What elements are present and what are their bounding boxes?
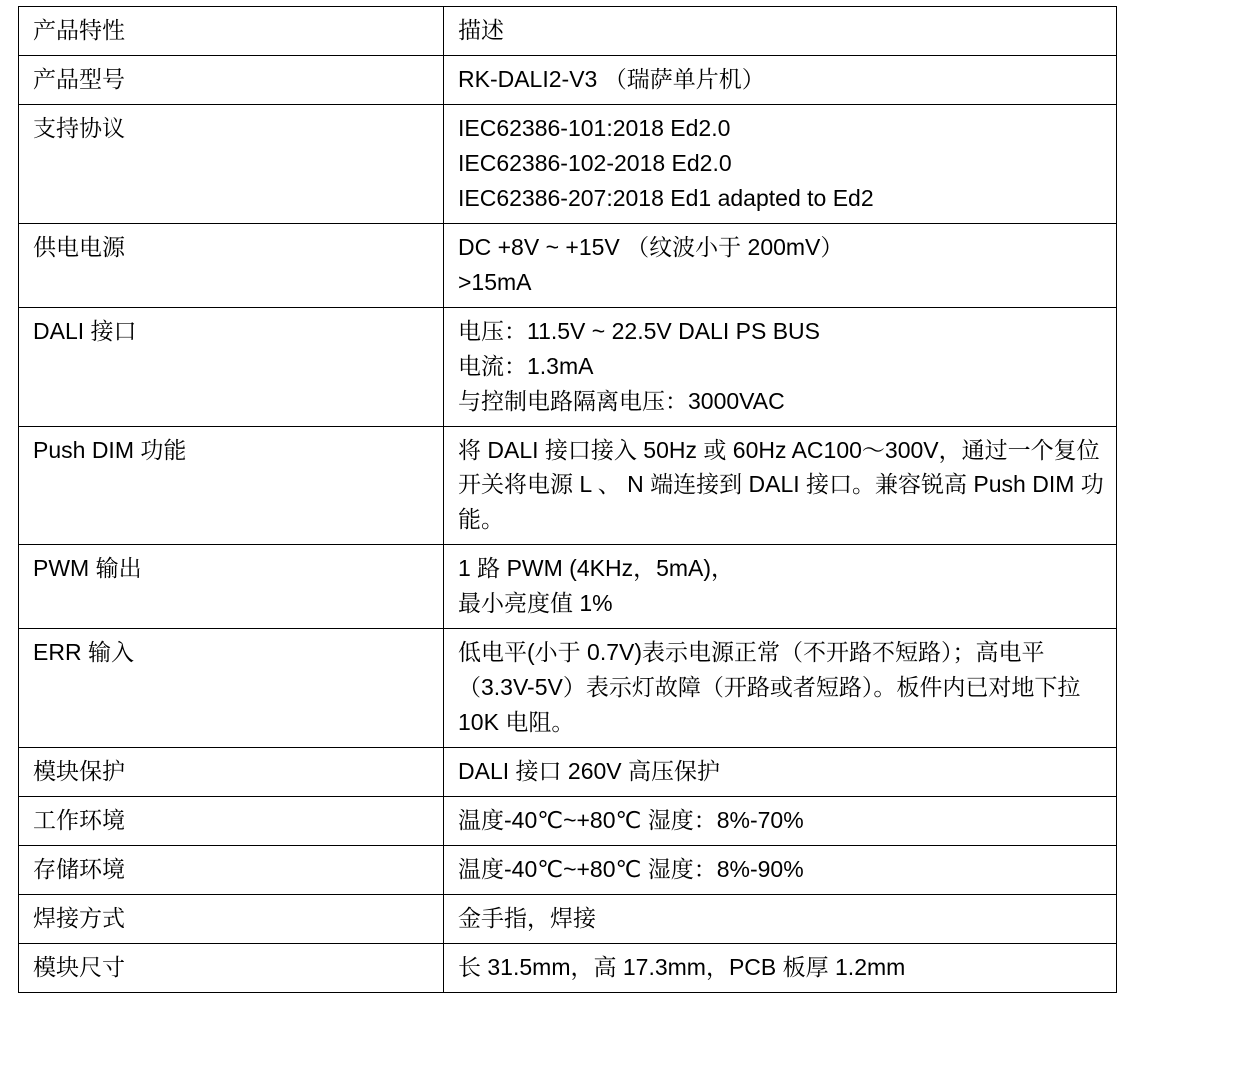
cell-description (444, 223, 1117, 307)
cell-description (444, 307, 1117, 426)
description-line: 低电平(小于 0.7V)表示电源正常（不开路不短路）；高电平（3.3V-5V）表示灯故障（开路或者短路）。板件内已对地下拉 10K 电阻。 (458, 639, 1087, 736)
description-line: >15mA (458, 268, 532, 295)
cell-description (444, 846, 1117, 895)
header-cell-feature (19, 7, 444, 56)
cell-feature (19, 797, 444, 846)
table-row (19, 223, 1117, 307)
product-spec-table (18, 6, 1117, 993)
feature-text: 产品型号 (33, 65, 125, 92)
cell-feature (19, 55, 444, 104)
feature-text: 支持协议 (33, 114, 125, 141)
cell-description (444, 895, 1117, 944)
cell-feature (19, 307, 444, 426)
cell-description (444, 748, 1117, 797)
table-header-row (19, 7, 1117, 56)
table-row (19, 895, 1117, 944)
description-line: 温度-40℃~+80℃ 湿度：8%-70% (458, 807, 804, 834)
header-feature-label: 产品特性 (33, 17, 125, 43)
cell-feature (19, 895, 444, 944)
cell-feature (19, 426, 444, 545)
cell-feature (19, 943, 444, 992)
cell-description (444, 55, 1117, 104)
description-line: DALI 接口 260V 高压保护 (458, 758, 721, 785)
description-line: 温度-40℃~+80℃ 湿度：8%-90% (458, 856, 804, 883)
description-line: 长 31.5mm，高 17.3mm，PCB 板厚 1.2mm (458, 953, 906, 980)
table-row (19, 307, 1117, 426)
cell-description (444, 104, 1117, 223)
cell-description (444, 629, 1117, 748)
cell-description (444, 545, 1117, 629)
table-row (19, 545, 1117, 629)
description-line: 与控制电路隔离电压：3000VAC (458, 387, 785, 414)
feature-text: 工作环境 (33, 807, 125, 834)
cell-feature (19, 545, 444, 629)
cell-feature (19, 104, 444, 223)
description-line: 最小亮度值 1% (458, 590, 613, 617)
description-line: 将 DALI 接口接入 50Hz 或 60Hz AC100～300V，通过一个复位开关将电源 L 、 N 端连接到 DALI 接口。兼容锐高 Push DIM 功能。 (458, 436, 1104, 533)
cell-feature (19, 629, 444, 748)
cell-feature (19, 223, 444, 307)
cell-feature (19, 846, 444, 895)
table-row (19, 629, 1117, 748)
cell-description (444, 797, 1117, 846)
feature-text: 模块保护 (33, 758, 125, 785)
description-line: 1 路 PWM (4KHz，5mA)， (458, 555, 735, 582)
description-line: DC +8V ~ +15V （纹波小于 200mV） (458, 233, 844, 260)
description-line: IEC62386-207:2018 Ed1 adapted to Ed2 (458, 184, 874, 211)
header-cell-description (444, 7, 1117, 56)
cell-description (444, 426, 1117, 545)
table-row (19, 943, 1117, 992)
description-line: IEC62386-102-2018 Ed2.0 (458, 149, 732, 176)
header-description-label: 描述 (458, 17, 504, 43)
table-body (19, 7, 1117, 993)
feature-text: 存储环境 (33, 856, 125, 883)
feature-text: 供电电源 (33, 233, 125, 260)
document-page (0, 6, 1234, 1077)
feature-text: 焊接方式 (33, 905, 125, 932)
feature-text: Push DIM 功能 (33, 436, 187, 463)
description-line: RK-DALI2-V3 （瑞萨单片机） (458, 65, 765, 92)
table-row (19, 55, 1117, 104)
feature-text: PWM 输出 (33, 555, 142, 582)
feature-text: 模块尺寸 (33, 953, 125, 980)
feature-text: ERR 输入 (33, 639, 134, 666)
table-row (19, 426, 1117, 545)
table-row (19, 748, 1117, 797)
cell-feature (19, 748, 444, 797)
table-row (19, 797, 1117, 846)
feature-text: DALI 接口 (33, 317, 137, 344)
description-line: IEC62386-101:2018 Ed2.0 (458, 114, 731, 141)
table-row (19, 846, 1117, 895)
description-line: 金手指，焊接 (458, 905, 596, 932)
table-row (19, 104, 1117, 223)
cell-description (444, 943, 1117, 992)
description-line: 电压：11.5V ~ 22.5V DALI PS BUS (458, 317, 820, 344)
description-line: 电流：1.3mA (458, 352, 594, 379)
